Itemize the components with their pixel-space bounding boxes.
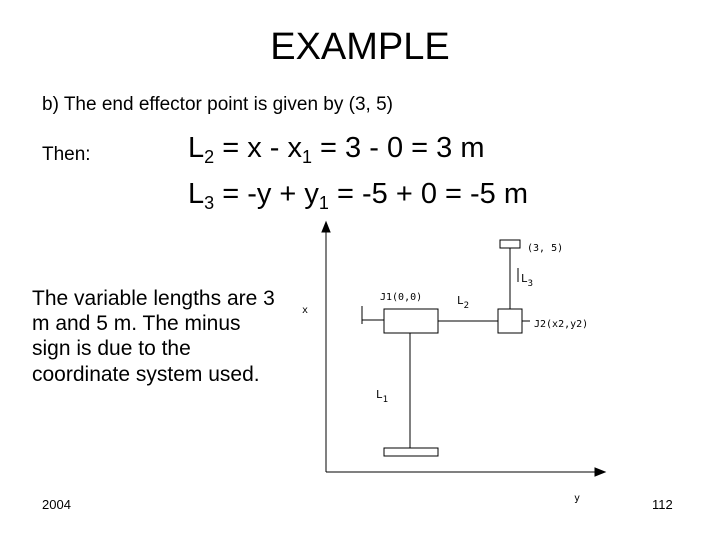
j1-label: J1(0,0) — [380, 292, 423, 303]
eq1-lhs: L — [188, 132, 205, 164]
end-effector-block — [500, 240, 520, 248]
part-b-statement: b) The end effector point is given by (3, 5) — [42, 94, 393, 115]
page-number: 112 — [652, 497, 673, 512]
l3-label — [521, 272, 533, 289]
x-axis-label: x — [302, 305, 309, 316]
j2-block — [498, 309, 522, 333]
l2-sub: 2 — [463, 301, 470, 311]
j2-label: J2(x2,y2) — [534, 319, 589, 330]
eq1-rhs: = 3 - 0 = 3 m — [312, 132, 485, 164]
l1-letter: L — [376, 388, 383, 401]
eq2-mid: = -y + y — [214, 178, 319, 210]
y-axis-arrowhead — [595, 468, 605, 476]
eq2-lhs: L — [188, 178, 205, 210]
l2-letter: L — [457, 294, 464, 307]
eq1-mid-sub: 1 — [301, 147, 312, 167]
x-axis-arrowhead — [322, 222, 330, 232]
l2-label — [457, 294, 469, 311]
footer-year: 2004 — [42, 497, 71, 512]
then-label: Then: — [42, 144, 91, 165]
l1-sub: 1 — [382, 395, 389, 405]
end-point-label: (3, 5) — [527, 243, 564, 254]
j1-block — [384, 309, 438, 333]
eq2-rhs: = -5 + 0 = -5 m — [328, 178, 529, 210]
y-axis-label: y — [574, 493, 581, 504]
slide-title: EXAMPLE — [270, 26, 450, 68]
base-block — [384, 448, 438, 456]
l1-label — [376, 388, 388, 405]
eq2-mid-sub: 1 — [318, 193, 329, 213]
l3-letter: L — [521, 272, 528, 285]
eq2-lhs-sub: 3 — [204, 193, 215, 213]
explanation-note: The variable lengths are 3 m and 5 m. The minus sign is due to the coordinate system used. — [32, 287, 275, 386]
l3-sub: 3 — [527, 279, 534, 289]
eq1-mid: = x - x — [214, 132, 302, 164]
eq1-lhs-sub: 2 — [204, 147, 215, 167]
